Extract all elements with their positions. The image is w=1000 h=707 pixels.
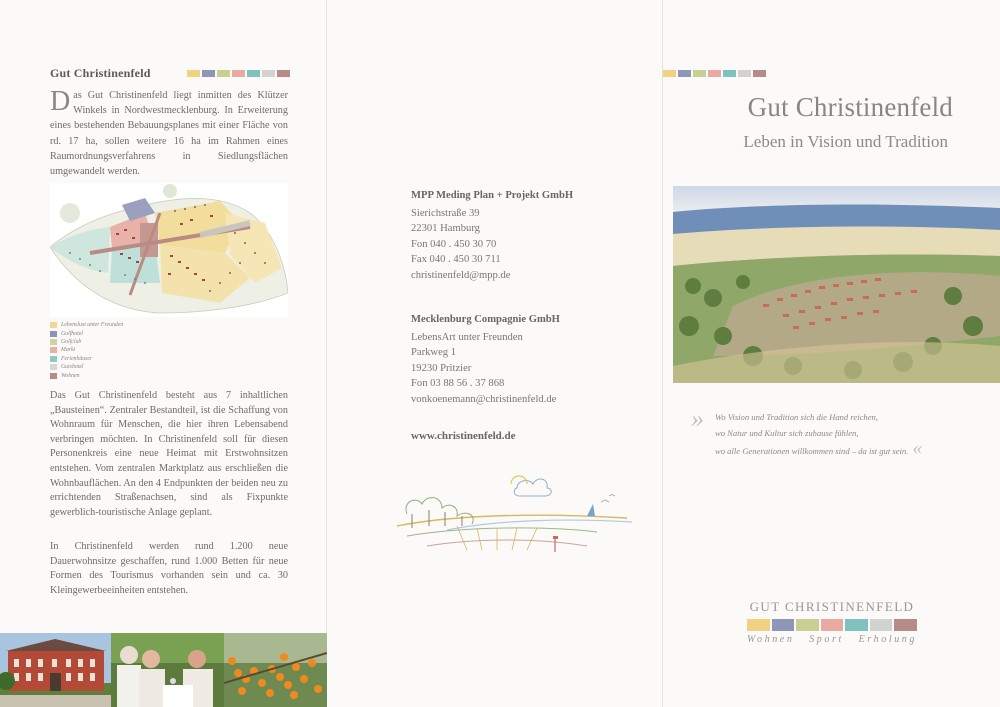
brochure-title: Gut Christinenfeld (747, 92, 953, 122)
logo-color-bars (747, 619, 917, 631)
quote-block (691, 404, 987, 460)
brochure-subtitle: Leben in Vision und Tradition (743, 132, 948, 151)
swatch (277, 70, 290, 77)
left-header (50, 66, 290, 81)
swatch (663, 70, 676, 77)
company-tagline: LebensArt unter Freunden (411, 331, 523, 343)
legend-swatch (50, 373, 57, 379)
swatch (262, 70, 275, 77)
figures-paragraph: In Christinenfeld werden rund 1.200 neue Dauerwohnsitze geschaffen, rund 1.000 Betten für neue Formen des Tourismus vorhanden sein und ca. 30 Kleingewerbeeinheiten entstehen. (50, 541, 288, 596)
phone: Fon 03 88 56 . 37 868 (411, 378, 505, 390)
tagline-word: Wohnen (747, 634, 795, 645)
swatch (723, 70, 736, 77)
legend-item (50, 363, 230, 371)
intro-paragraph (50, 88, 288, 179)
company-name: Mecklenburg Compagnie GmbH (411, 314, 560, 325)
building-blocks-paragraph: Das Gut Christinenfeld besteht aus 7 inhaltlichen „Bausteinen“. Zentraler Bestandteil, ist die Schaffung von Wohnraum für Menschen, die hier ihren Lebensabend verbringen möchten. In Christinenfeld soll für diesen Personenkreis eine neue Heimat mit Erstwohnsitzen entstehen. Vom zentralen Marktplatz aus erschließen die Wohnbauflächen. An den 4 Endpunkten der beiden neu zu errichtenden Straßenachsen, sind als Fixpunkte gewerblich-touristische Anlage geplant. (50, 390, 288, 518)
swatch (708, 70, 721, 77)
email-link[interactable]: vonkoenemann@christinenfeld.de (411, 393, 557, 405)
logo-bar (796, 619, 819, 631)
legend-item (50, 329, 230, 337)
logo-bar (894, 619, 917, 631)
color-swatches (663, 70, 766, 77)
quote-line: wo Natur und Kultur sich zuhause fühlen, (715, 427, 859, 438)
right-panel (663, 0, 1000, 707)
drop-cap: D (50, 86, 71, 117)
middle-panel (327, 0, 663, 707)
tagline-word: Erholung (858, 634, 917, 645)
section-title: Gut Christinenfeld (50, 66, 151, 80)
legend-swatch (50, 331, 57, 337)
landscape-sketch (387, 466, 637, 560)
logo-bar (747, 619, 770, 631)
brand-logo (747, 599, 917, 645)
swatch (217, 70, 230, 77)
legend-label: Gutshotel (61, 364, 84, 371)
quote-open-icon: » (691, 404, 704, 433)
quote-line (697, 437, 987, 460)
swatch (247, 70, 260, 77)
intro-text: as Gut Christinenfeld liegt inmitten des Klützer Winkels in Nordwestmecklenburg. In Erweiterung eines bestehenden Bebauungsplanes mit einer Fläche von rd. 17 ha, sollen weitere 16 ha im Rahmen eines Raumordnungsverfahrens in Siedlungsflächen umgewandelt werden. (50, 90, 288, 178)
legend-label: Wohnen (61, 372, 80, 379)
address-city: 22301 Hamburg (411, 223, 480, 235)
swatch (678, 70, 691, 77)
logo-wordmark: GUT CHRISTINENFELD (749, 599, 915, 614)
logo-bar (821, 619, 844, 631)
site-plan-map (50, 183, 288, 317)
left-panel (0, 0, 327, 707)
legend-item (50, 338, 230, 346)
legend-swatch (50, 364, 57, 370)
legend-item (50, 371, 230, 379)
legend-label: Lebenslust unter Freunden (61, 322, 124, 329)
legend-item (50, 321, 230, 329)
aerial-painting (673, 186, 1000, 383)
address-city: 19230 Pritzier (411, 362, 472, 374)
swatch (738, 70, 751, 77)
quote-close-icon: « (912, 437, 923, 459)
legend-item (50, 355, 230, 363)
legend-label: Ferienhäuser (61, 355, 93, 362)
quote-line: Wo Vision und Tradition sich die Hand reichen, (715, 412, 878, 422)
swatch (693, 70, 706, 77)
manor-house-photo (0, 633, 111, 707)
swatch (187, 70, 200, 77)
photo-strip (0, 633, 327, 707)
email-link[interactable]: christinenfeld@mpp.de (411, 269, 511, 281)
legend-label: Golfclub (61, 338, 82, 345)
address-street: Parkweg 1 (411, 347, 457, 359)
swatch (202, 70, 215, 77)
company-name: MPP Meding Plan + Projekt GmbH (411, 190, 574, 201)
legend-swatch (50, 322, 57, 328)
map-legend (50, 321, 230, 380)
sea-buckthorn-photo (224, 633, 327, 707)
logo-bar (870, 619, 893, 631)
legend-label: Golfhotel (61, 330, 83, 337)
contact-block-mpp (411, 188, 641, 284)
logo-bar (772, 619, 795, 631)
contact-block-mecklenburg (411, 312, 641, 408)
swatch (232, 70, 245, 77)
quote-line-text: wo alle Generationen willkommen sind – da ist gut sein. (715, 446, 909, 456)
legend-swatch (50, 356, 57, 362)
logo-tagline (747, 634, 917, 645)
people-dining-photo (111, 633, 224, 707)
legend-swatch (50, 347, 57, 353)
phone: Fon 040 . 450 30 70 (411, 238, 497, 250)
legend-label: Markt (61, 347, 76, 354)
legend-item (50, 346, 230, 354)
logo-bar (845, 619, 868, 631)
website-link[interactable]: www.christinenfeld.de (411, 430, 516, 442)
address-street: Sierichstraße 39 (411, 207, 480, 219)
fax: Fax 040 . 450 30 711 (411, 254, 501, 266)
tagline-word: Sport (809, 634, 844, 645)
color-swatches (187, 70, 290, 77)
legend-swatch (50, 339, 57, 345)
swatch (753, 70, 766, 77)
